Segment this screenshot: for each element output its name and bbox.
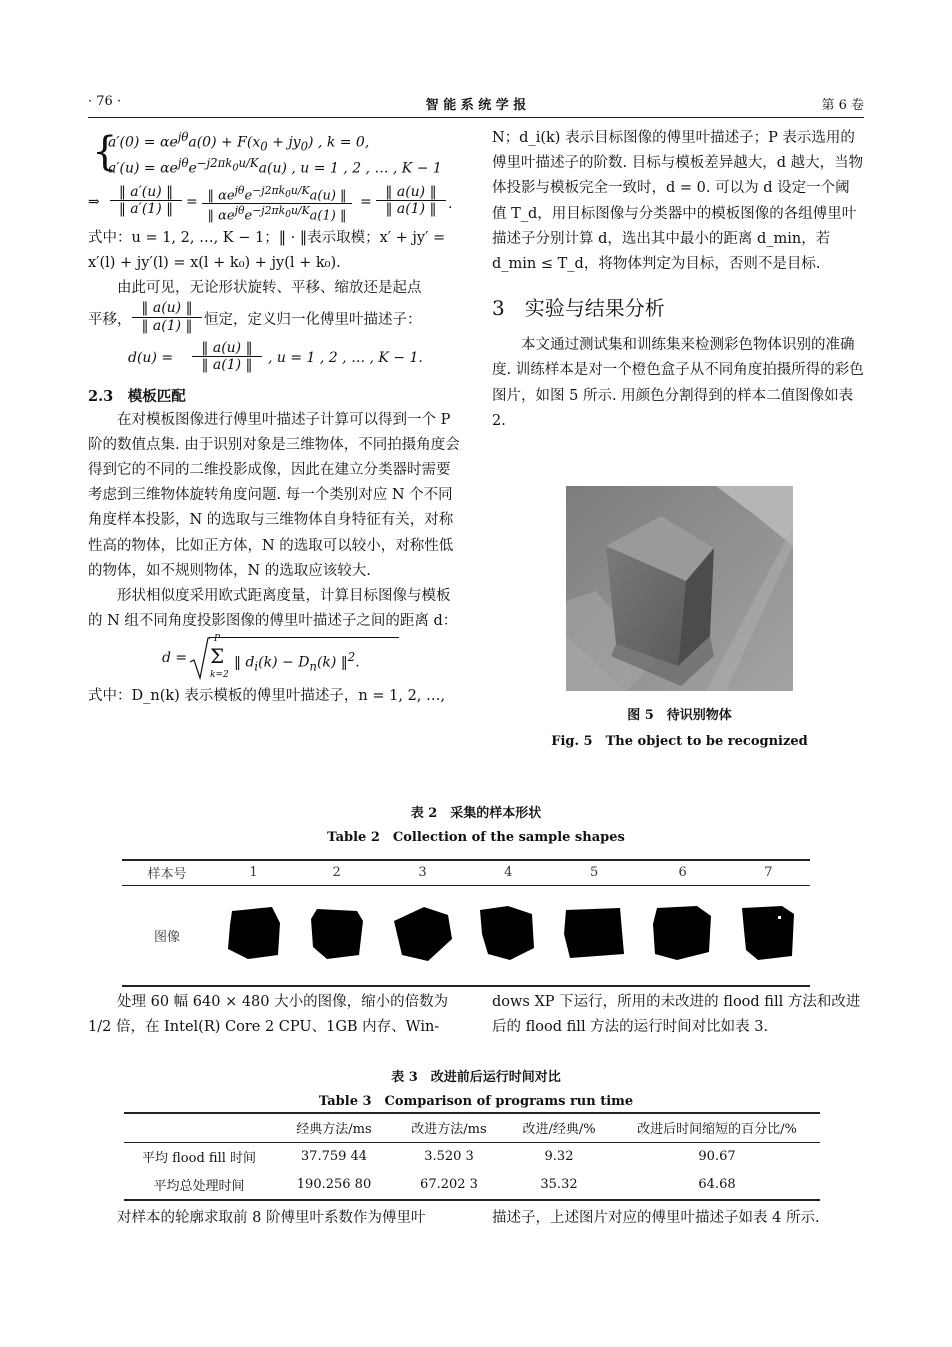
table-3-caption-en: Table 3 Comparison of programs run time [318, 1094, 634, 1109]
table-2 [122, 861, 810, 985]
table-3-bottom-rule [124, 1199, 820, 1201]
figure-5-image [566, 486, 793, 691]
brace: { [92, 129, 118, 175]
inline-fraction: ‖ a(u) ‖ ‖ a(1) ‖ [132, 300, 202, 335]
paragraph-where: 式中：u = 1, 2, …, K − 1；‖ · ‖表示取模；x′ + jy′ = x′(l) + jy′(l) = x(l + k₀) + jy(l + k₀). [88, 230, 446, 272]
row-label: 平均 flood fill 时间 [141, 1150, 257, 1166]
table-cell: 9.32 [544, 1148, 574, 1164]
table-3-caption-cn: 表 3 改进前后运行时间对比 [391, 1070, 561, 1085]
sample-shape-5 [550, 885, 638, 985]
paragraph-where-dn: 式中：D_n(k) 表示模板的傅里叶描述子，n = 1, 2, …, [88, 688, 446, 705]
volume: 第 6 卷 [821, 98, 864, 113]
sample-id: 4 [504, 865, 513, 881]
table-3-header-cell: 改进方法/ms [411, 1122, 487, 1138]
figure-5-caption-cn: 图 5 待识别物体 [627, 708, 732, 723]
table-3-header-cell [124, 1114, 274, 1142]
page-number: · 76 · [88, 94, 122, 109]
left-column [88, 126, 460, 710]
paragraph-processing-right: dows XP 下运行，所用的未改进的 flood fill 方法和改进后的 flood fill 方法的运行时间对比如表 3. [492, 994, 861, 1036]
table-2-caption-cn: 表 2 采集的样本形状 [410, 806, 542, 821]
paragraph-distance: 形状相似度采用欧式距离度量，计算目标图像与模板的 N 组不同角度投影图像的傅里叶描述子之间的距离 d： [88, 588, 458, 630]
paragraph-template: 在对模板图像进行傅里叶描述子计算可以得到一个 P 阶的数值点集. 由于识别对象是三维物体，不同拍摄角度会得到它的不同的二维投影成像，因此在建立分类器时需要考虑到三维物体旋转角度问题. 每一个类别对应 N 个不同角度样本投影，N 的选取与三维物体自身特征有关，对称性高的物体，比如正方体，N 的选取可以较小，对称性低的物体，如不规则物体，N 的选取应该较大. [88, 411, 460, 579]
sample-id: 1 [249, 865, 258, 881]
sample-id: 2 [332, 865, 341, 881]
figure-5-caption-en: Fig. 5 The object to be recognized [551, 734, 808, 749]
equation-line-2: $a'(u) = \alpha e^{j\theta}e^{-j2\pi k_0u/K}a(u)$ , u = 1 , 2 , … , K − 1 [108, 156, 442, 177]
sqrt-sign [188, 636, 210, 680]
table-cell: 37.759 44 [300, 1148, 368, 1164]
journal-name: 智 能 系 统 学 报 [425, 98, 527, 113]
table-3-header-cell: 改进/经典/% [522, 1122, 596, 1138]
equation-line-1: $a'(0) = \alpha e^{j\theta}a(0) + F(x_0 + jy_0)$ , k = 0, [108, 130, 370, 154]
table-2-header-row [122, 861, 810, 885]
sample-shape-4 [467, 885, 550, 985]
row-label: 平均总处理时间 [153, 1178, 245, 1194]
sample-shape-2 [295, 885, 378, 985]
paragraph-invariance: 由此可见，无论形状旋转、平移、缩放还是起点 [117, 280, 422, 297]
sample-shape-7 [727, 885, 810, 985]
paragraph-bottom-right: 描述子，上述图片对应的傅里叶描述子如表 4 所示. [492, 1210, 820, 1226]
section-3-title: 3 实验与结果分析 [492, 296, 665, 321]
paragraph-processing-left: 处理 60 幅 640 × 480 大小的图像，缩小的倍数为 1/2 倍，在 Intel(R) Core 2 CPU、1GB 内存、Win- [88, 994, 449, 1036]
sample-shape-6 [638, 885, 726, 985]
sample-id: 7 [764, 865, 773, 881]
table-cell: 90.67 [698, 1148, 736, 1164]
table-row [124, 1142, 820, 1170]
paragraph-threshold: N；d_i(k) 表示目标图像的傅里叶描述子；P 表示选用的傅里叶描述子的阶数. 目标与模板差异越大，d 越大，当物体投影与模板完全一致时，d = 0. 可以为 d 设定一个阈值 T_d，用目标图像与分类器中的模板图像的各组傅里叶描述子分别计算 d，选出其中最小的距离 d_min，若 d_min ≤ T_d，将物体判定为目标，否则不是目标. [492, 130, 864, 273]
paragraph-normalized: 平移， ‖ a(u) ‖ ‖ a(1) ‖ 恒定，定义归一化傅里叶描述子： [88, 299, 422, 334]
section-2-3-title: 2.3 模板匹配 [88, 387, 186, 405]
header-rule [88, 117, 864, 118]
paragraph-bottom-left: 对样本的轮廓求取前 8 阶傅里叶系数作为傅里叶 [117, 1210, 426, 1226]
table-3 [124, 1114, 820, 1198]
table-2-caption-en: Table 2 Collection of the sample shapes [327, 830, 625, 845]
paragraph-experiment: 本文通过测试集和训练集来检测彩色物体识别的准确度. 训练样本是对一个橙色盒子从不同角度拍摄所得的彩色图片，如图 5 所示. 用颜色分割得到的样本二值图像如表 2. [492, 337, 864, 429]
table-cell: 190.256 80 [296, 1176, 372, 1192]
box-photo [566, 486, 793, 691]
right-column [492, 126, 864, 434]
table-3-header-cell: 改进后时间缩短的百分比/% [637, 1122, 797, 1138]
sample-shape-1 [212, 885, 295, 985]
equation-ratio: ⇒ ‖ a′(u) ‖ ‖ a′(1) ‖ = ‖ $\alpha e^{j\theta}e^{-j2\pi k_0u/K}a(u)$ ‖ ‖ $\alpha e^{j\theta}e^{-j2\pi k_0u/K}a(1)$ ‖ = ‖ a(u) ‖ ‖ a(1) ‖ . [88, 184, 453, 224]
table-cell: 67.202 3 [420, 1176, 478, 1192]
sample-id: 3 [418, 865, 427, 881]
equation-system [88, 126, 460, 182]
table-2-image-row [122, 885, 810, 985]
table-row [124, 1170, 820, 1198]
table-2-header-label: 样本号 [147, 867, 187, 883]
table-cell: 64.68 [698, 1176, 736, 1192]
sample-id: 5 [589, 865, 599, 881]
table-2-bottom-rule [122, 985, 810, 987]
table-cell: 3.520 3 [424, 1148, 474, 1164]
table-3-header-row [124, 1114, 820, 1142]
sample-shape-3 [378, 885, 466, 985]
sample-id: 6 [678, 865, 687, 881]
equation-distance: d = P Σ k=2 ‖ $d_i(k) - D_n(k)$ ‖$^2$. [88, 634, 460, 684]
equation-du: d(u) = ‖ a(u) ‖ ‖ a(1) ‖ , u = 1 , 2 , … , K − 1. [128, 339, 423, 373]
table-3-header-cell: 经典方法/ms [296, 1122, 372, 1138]
table-cell: 35.32 [540, 1176, 578, 1192]
table-2-image-label: 图像 [153, 929, 180, 945]
